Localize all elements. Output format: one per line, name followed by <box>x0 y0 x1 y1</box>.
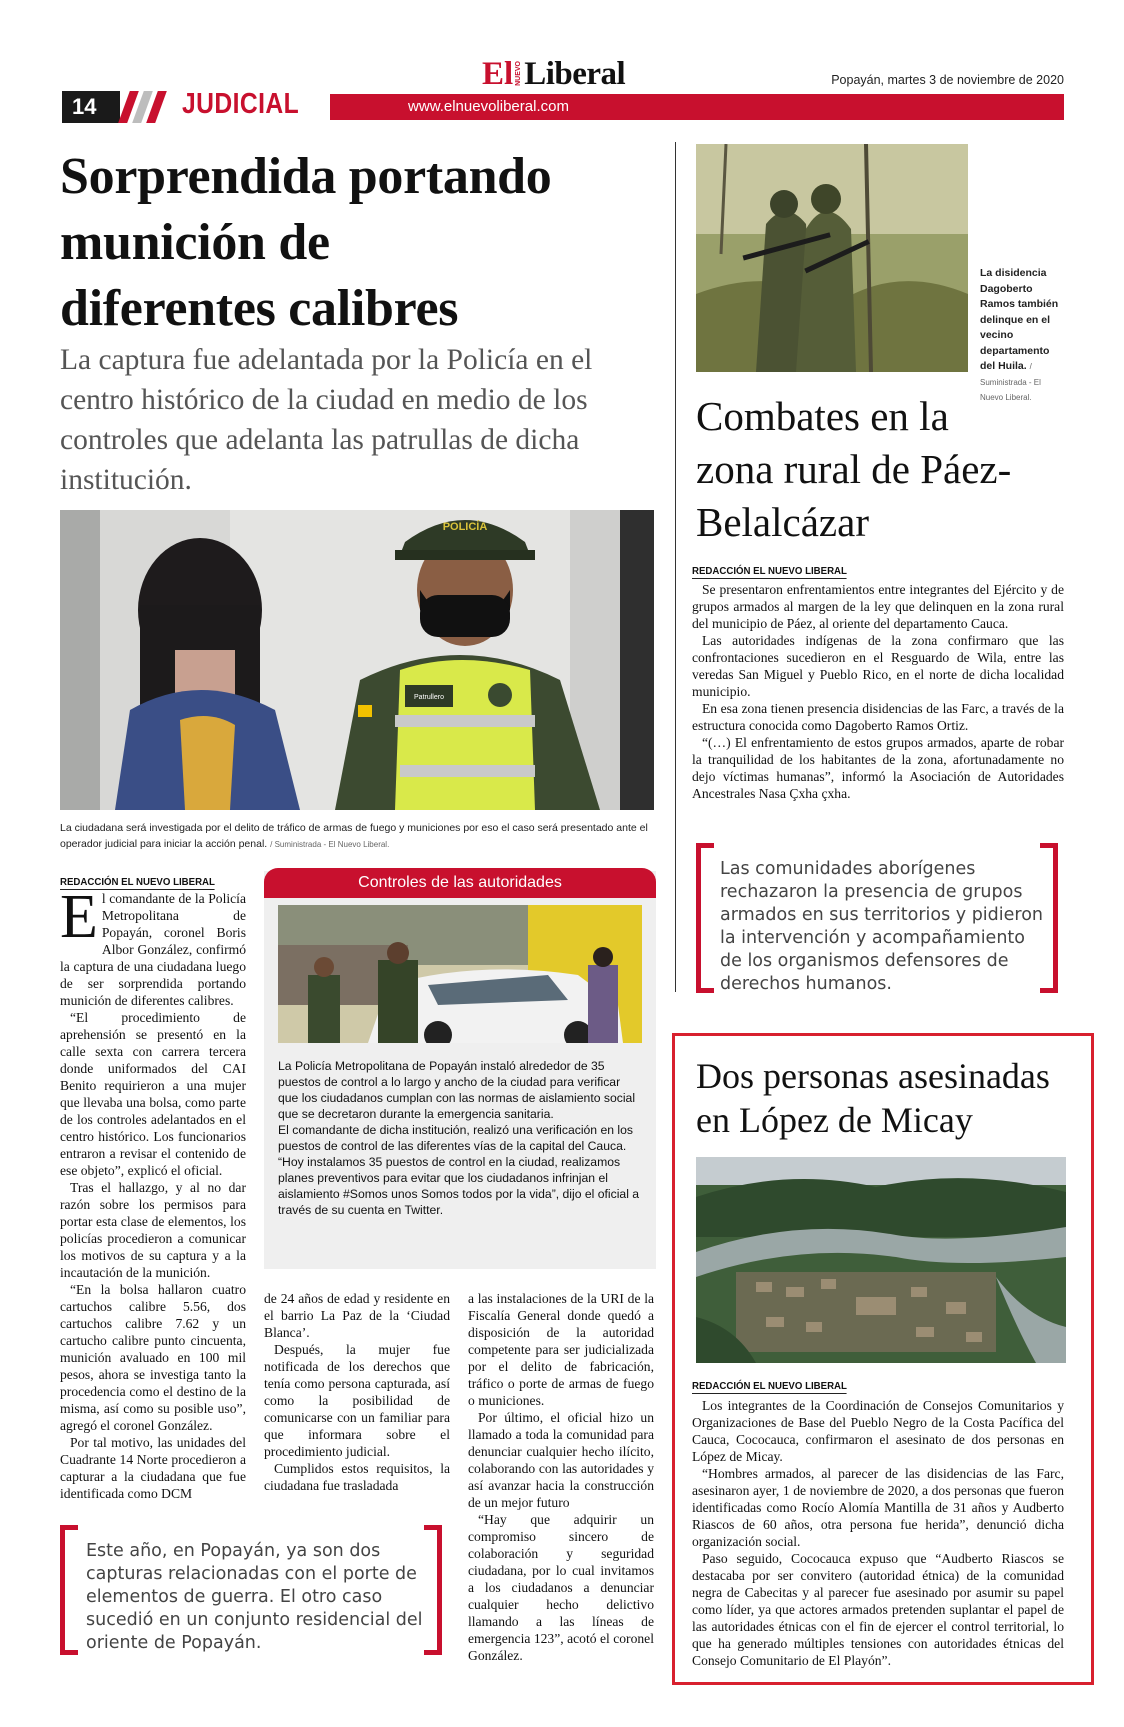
lead-column-3 <box>468 1290 654 1664</box>
lead-paragraph: Tras el hallazgo, y al no dar razón sobre los permisos para portar esta clase de elementos, los policías procedieron a comunicar los motivos de su captura y a la incautación de la munición. <box>60 1180 246 1280</box>
story2-photo-illustration <box>696 144 968 372</box>
lead-column-1 <box>60 883 246 1502</box>
lead-paragraph: “El procedimiento de aprehensión se presentó en la calle sexta con carrera tercera donde uniformados del CAI Benito requirieron a una mujer que llevaba una bolsa, como parte de los controles adelantados en el centro histórico. Los funcionarios entraron a revisar el contenido de ese objeto”, explicó el oficial. <box>60 1010 246 1178</box>
lead-photo-credit: / Suministrada - El Nuevo Liberal. <box>270 840 390 849</box>
story2-paragraph: Las autoridades indígenas de la zona confirmaro que las confrontaciones sucedieron en el Resguardo de Wila, entre las veredas San Miguel y Pueblo Rico, en el norte de dicha localidad municipio. <box>692 633 1064 699</box>
story2-headline-line: Belalcázar <box>696 499 869 545</box>
lead-headline-line: munición de <box>60 214 330 271</box>
logo-nuevo: NUEVO <box>515 61 523 86</box>
logo-el: El <box>482 56 514 92</box>
story2-photo-credit: / Suministrada - El Nuevo Liberal. <box>980 362 1041 402</box>
column-divider <box>675 142 676 992</box>
lead-paragraph: a las instalaciones de la URI de la Fiscalía General donde quedó a disposición de la autoridad competente para ser judicializada por el delito de fabricación, tráfico o porte de armas de fuego o municiones. <box>468 1291 654 1408</box>
story2-paragraph: “(…) El enfrentamiento de estos grupos armados, aparte de robar la tranquilidad de los habitantes de la zona, afortunadamente no dejo víctimas humanas”, informó la Asociación de Autoridades Ancestrales Nasa Çxha çxha. <box>692 735 1064 801</box>
lead-headline <box>60 144 660 342</box>
photo-badge-vest: Patrullero <box>414 694 444 701</box>
lead-photo-illustration <box>60 510 654 810</box>
pull-quote-bracket <box>424 1525 442 1655</box>
story2-caption-text: La disidencia Dagoberto Ramos también delinque en el vecino departamento del Huila. <box>980 267 1059 372</box>
story3-headline-line: Dos personas asesinadas <box>696 1056 1050 1096</box>
lead-paragraph-text: l comandante de la Policía Metropolitana de Popayán, coronel Boris Albor González, confirmó la captura de una ciudadana luego de ser sorprendida portando munición de diferentes calibres. <box>60 891 246 1008</box>
page-number: 14 <box>62 91 120 123</box>
sidebar-photo-illustration <box>278 905 642 1043</box>
pull-quote-bracket <box>696 843 714 993</box>
story3-headline-line: en López de Micay <box>696 1100 973 1140</box>
lead-paragraph: “En la bolsa hallaron cuatro cartuchos calibre 5.56, dos cartuchos calibre 7.62 y un cartucho calibre punto cincuenta, munición avaluado en 100 mil pesos, ahora se investiga tanto la procedencia como el destino de la misma, así como su posible uso”, agregó el coronel González. <box>60 1282 246 1433</box>
issue-date: Popayán, martes 3 de noviembre de 2020 <box>831 73 1064 87</box>
story3-body <box>692 1397 1064 1669</box>
sidebar-paragraph: “Hoy instalamos 35 puestos de control en la ciudad, realizamos planes preventivos para evitar que los ciudadanos infrinjan el aislamiento #Somos unos Somos todos por la vida”, dijo el oficial a través de su cuenta en Twitter. <box>278 1155 640 1217</box>
story3-paragraph: “Hombres armados, al parecer de las disidencias de las Farc, asesinaron ayer, 1 de noviembre de 2020, a dos personas que fueron identificadas como Rocío Alomía Mantilla de 31 años y Audberto Riascos de 60 años, otra persona fue herida”, denunció dicha organización social. <box>692 1466 1064 1549</box>
story2-pull-quote: Las comunidades aborígenes rechazaron la presencia de grupos armados en sus territorios y pidieron la intervención y acompañamiento de los organismos defensores de derechos humanos. <box>720 859 1044 994</box>
sidebar-box-title: Controles de las autoridades <box>264 868 656 898</box>
story2-headline-line: zona rural de Páez- <box>696 446 1012 492</box>
story3-paragraph: Paso seguido, Cococauca expuso que “Audberto Riascos se destacaba por ser convitero (autoridad étnica) de la comunidad negra de Cabecitas y al parecer fue asesinado por asumir su papel como líder, ya que actores armados pretenden suplantar el papel de las autoridades étnicas con el fin de ejercer el control territorial, lo que ha generado múltiples tensiones con autoridades étnicas del Consejo Comunitario de El Playón”. <box>692 1551 1064 1668</box>
sidebar-paragraph: El comandante de dicha institución, realizó una verificación en los puestos de control de las diferentes vías de la capital del Cauca. <box>278 1123 633 1153</box>
sidebar-paragraph: La Policía Metropolitana de Popayán instaló alrededor de 35 puestos de control a lo largo y ancho de la ciudad para verificar que los ciudadanos cumplan con las normas de aislamiento social que se decretaron durante la emergencia sanitaria. <box>278 1059 636 1121</box>
story3-headline <box>696 1054 1086 1142</box>
logo-liberal: Liberal <box>524 56 626 92</box>
story2-headline <box>696 390 1076 549</box>
story2-photo-caption <box>980 266 1066 406</box>
story2-headline-line: Combates en la <box>696 393 949 439</box>
story2-body <box>692 581 1064 802</box>
lead-paragraph <box>60 883 246 1009</box>
story2-byline-wrap <box>692 561 860 579</box>
lead-column-2 <box>264 1290 450 1494</box>
story3-paragraph: Los integrantes de la Coordinación de Consejos Comunitarios y Organizaciones de Base del Pueblo Negro de la Costa Pacífica del Cauca, Cococauca, confirmaron el asesinato de dos personas en López de Micay. <box>692 1398 1064 1464</box>
photo-badge-police: POLICÍA <box>442 521 488 533</box>
lead-paragraph: Por tal motivo, las unidades del Cuadrante 14 Norte procedieron a capturar a la ciudadana que fue identificada como DCM <box>60 1435 246 1501</box>
lead-paragraph: Por último, el oficial hizo un llamado a toda la comunidad para denunciar cualquier hecho ilícito, colaborando con las autoridades y así avanzar hacia la construcción de un mejor futuro <box>468 1410 654 1510</box>
lead-paragraph: Después, la mujer fue notificada de los derechos que tenía como persona capturada, así como la posibilidad de comunicarse con un familiar para que informara sobre el procedimiento judicial. <box>264 1342 450 1459</box>
lead-photo-caption-text: La ciudadana será investigada por el delito de tráfico de armas de fuego y municiones por eso el caso será presentado ante el operador judicial para iniciar la acción penal. <box>60 822 648 850</box>
sidebar-box-text <box>278 1058 642 1218</box>
story3-byline: REDACCIÓN EL NUEVO LIBERAL <box>692 1380 847 1392</box>
lead-paragraph: “Hay que adquirir un compromiso sincero de colaboración y seguridad ciudadana, por lo cual invitamos a los ciudadanos a denunciar cualquier hecho delictivo llamando a las líneas de emergencia 123”, acotó el coronel González. <box>468 1512 654 1663</box>
sidebar-photo <box>278 905 642 1043</box>
lead-paragraph: Cumplidos estos requisitos, la ciudadana fue trasladada <box>264 1461 450 1493</box>
story2-paragraph: Se presentaron enfrentamientos entre integrantes del Ejército y de grupos armados al margen de la ley que delinquen en la zona rural del municipio de Páez, al oriente del departamento Cauca. <box>692 582 1064 631</box>
lead-headline-line: Sorprendida portando <box>60 148 552 205</box>
lead-photo <box>60 510 654 810</box>
lead-headline-line: diferentes calibres <box>60 280 459 337</box>
story3-byline-wrap <box>692 1376 860 1394</box>
lead-subhead: La captura fue adelantada por la Policía en el centro histórico de la ciudad en medio de los controles que adelanta las patrullas de dicha institución. <box>60 344 593 496</box>
website-link[interactable]: www.elnuevoliberal.com <box>408 98 569 115</box>
lead-photo-caption <box>60 820 654 853</box>
story2-photo <box>696 144 968 372</box>
story2-byline: REDACCIÓN EL NUEVO LIBERAL <box>692 565 847 577</box>
newspaper-logo <box>482 56 625 92</box>
section-label: JUDICIAL <box>182 88 300 120</box>
pull-quote-bracket <box>60 1525 78 1655</box>
lead-byline: REDACCIÓN EL NUEVO LIBERAL <box>60 876 215 888</box>
story3-photo-illustration <box>696 1157 1066 1363</box>
story3-photo <box>696 1157 1066 1363</box>
lead-paragraph: de 24 años de edad y residente en el barrio La Paz de la ‘Ciudad Blanca’. <box>264 1291 450 1340</box>
story2-paragraph: En esa zona tienen presencia disidencias de las Farc, a través de la estructura conocida como Dagoberto Ramos Ortiz. <box>692 701 1064 733</box>
lead-pull-quote: Este año, en Popayán, ya son dos capturas relacionadas con el porte de elementos de guerra. El otro caso sucedió en un conjunto residencial del oriente de Popayán. <box>86 1541 423 1653</box>
drop-cap: E <box>60 883 98 951</box>
